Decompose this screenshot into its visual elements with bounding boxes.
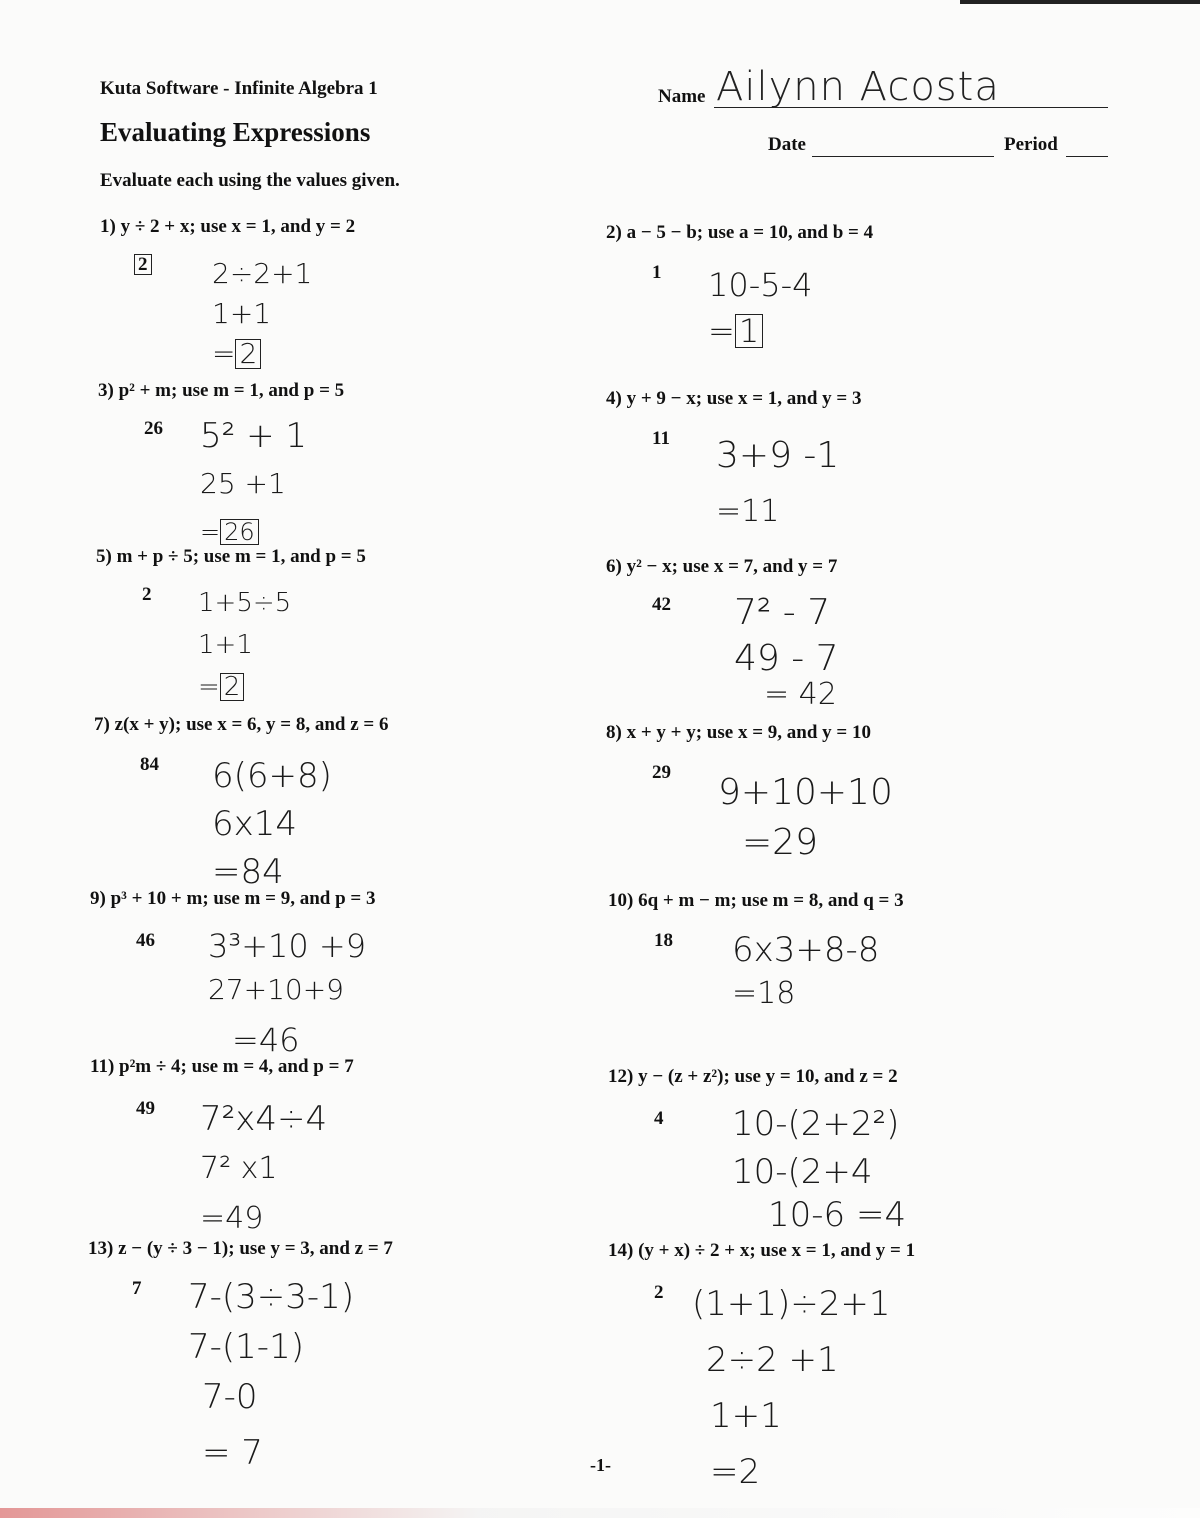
problem-answer: 29 [652, 762, 671, 783]
problem-question: 5) m + p ÷ 5; use m = 1, and p = 5 [96, 546, 366, 567]
handwritten-work: 5² + 1 25 +1 = 26 [200, 416, 307, 546]
handwritten-work: (1+1)÷2+1 2÷2 +1 1+1 =2 [692, 1284, 891, 1492]
problem-answer: 42 [652, 594, 671, 615]
problem-answer: 26 [144, 418, 163, 439]
problem-answer: 2 [134, 254, 152, 276]
handwritten-name: Ailynn Acosta [716, 64, 1000, 110]
problem-answer: 2 [654, 1282, 664, 1303]
problem-answer: 49 [136, 1098, 155, 1119]
name-label: Name [658, 86, 706, 107]
problem-answer: 4 [654, 1108, 664, 1129]
period-underline [1066, 156, 1108, 157]
publisher-line: Kuta Software - Infinite Algebra 1 [100, 78, 378, 99]
worksheet-title: Evaluating Expressions [100, 117, 371, 147]
date-period-field [768, 134, 1108, 162]
page-number: -1- [590, 1455, 611, 1475]
handwritten-work: 7²x4÷4 7² x1 =49 [200, 1099, 328, 1236]
problem-question: 1) y ÷ 2 + x; use x = 1, and y = 2 [100, 216, 356, 237]
name-field [658, 64, 1108, 110]
handwritten-work: 6(6+8) 6x14 =84 [212, 756, 332, 892]
scan-edge-top [960, 0, 1200, 4]
problem-answer: 84 [140, 754, 159, 775]
problem-answer: 11 [652, 428, 670, 449]
problem-question: 7) z(x + y); use x = 6, y = 8, and z = 6 [94, 714, 389, 735]
date-label: Date [768, 134, 806, 155]
problem-question: 14) (y + x) ÷ 2 + x; use x = 1, and y = 1 [608, 1240, 916, 1261]
handwritten-work: 3+9 -1 =11 [716, 435, 840, 529]
handwritten-work: 3³+10 +9 27+10+9 =46 [208, 927, 367, 1059]
problem-answer: 2 [142, 584, 152, 605]
problem-answer: 18 [654, 930, 673, 951]
handwritten-work: 1+5÷5 1+1 = 2 [198, 588, 292, 702]
handwritten-work: 10-5-4 = 1 [708, 266, 813, 350]
handwritten-work: 6x3+8-8 =18 [732, 930, 880, 1011]
period-label: Period [1004, 134, 1058, 155]
handwritten-work: 9+10+10 =29 [718, 772, 893, 863]
problem-question: 9) p³ + 10 + m; use m = 9, and p = 3 [90, 888, 376, 909]
handwritten-work: 7² - 7 49 - 7 = 42 [734, 592, 839, 712]
date-underline [812, 156, 994, 157]
problem-question: 11) p²m ÷ 4; use m = 4, and p = 7 [90, 1056, 354, 1077]
problem-question: 3) p² + m; use m = 1, and p = 5 [98, 380, 345, 401]
handwritten-work: 2÷2+1 1+1 = 2 [212, 257, 313, 370]
problem-answer: 7 [132, 1278, 142, 1299]
problem-question: 2) a − 5 − b; use a = 10, and b = 4 [606, 222, 874, 243]
handwritten-work: 10-(2+2²) 10-(2+4 10-6 =4 [732, 1104, 907, 1235]
problem-question: 4) y + 9 − x; use x = 1, and y = 3 [606, 388, 862, 409]
problem-question: 13) z − (y ÷ 3 − 1); use y = 3, and z = 7 [88, 1238, 393, 1259]
instructions: Evaluate each using the values given. [100, 170, 400, 191]
problem-question: 12) y − (z + z²); use y = 10, and z = 2 [608, 1066, 898, 1087]
problem-question: 6) y² − x; use x = 7, and y = 7 [606, 556, 838, 577]
scan-edge-bottom [0, 1508, 1200, 1518]
handwritten-work: 7-(3÷3-1) 7-(1-1) 7-0 = 7 [188, 1277, 355, 1473]
problem-answer: 46 [136, 930, 155, 951]
problem-question: 10) 6q + m − m; use m = 8, and q = 3 [608, 890, 904, 911]
problem-answer: 1 [652, 262, 662, 283]
problem-question: 8) x + y + y; use x = 9, and y = 10 [606, 722, 871, 743]
